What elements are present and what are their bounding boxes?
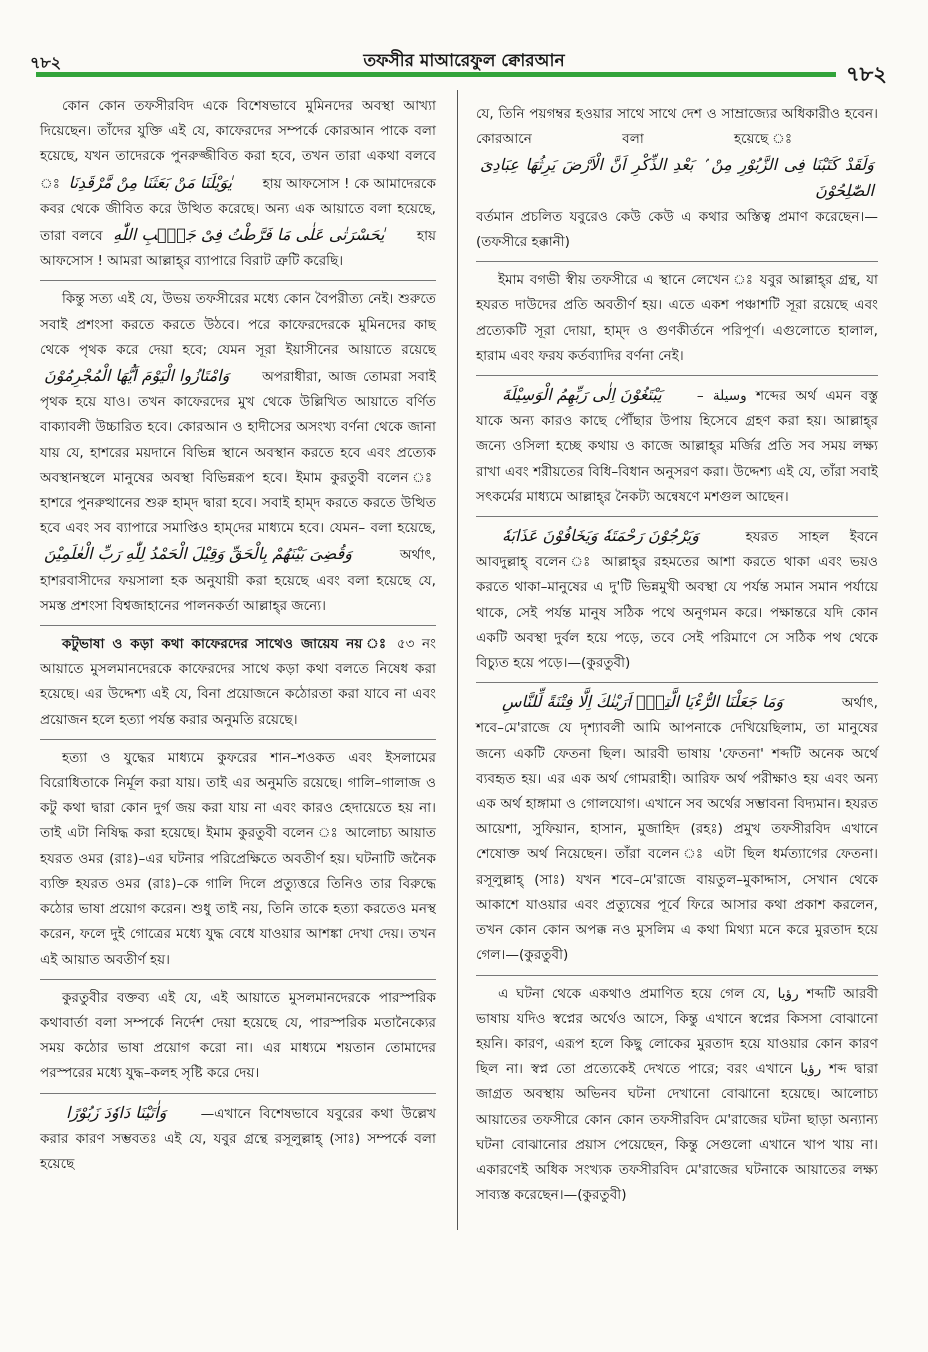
arabic-verse: يٰوَيْلَنَا مَنْ بَعَثَنَا مِنْ مَّرْقَدِنَا <box>68 172 233 192</box>
paragraph: এ ঘটনা থেকে একথাও প্রমাণিত হয়ে গেল যে, رؤيا শব্দটি আরবী ভাষায় যদিও স্বপ্নের অর্থেও আসে, কিন্তু এখানে স্বপ্নের কিসসা বোঝানো হয়নি। কারণ, এরূপ হলে কিছু লোকের মুরতাদ হয়ে যাওয়ার কোন কারণ ছিল না। স্বপ্ন তো প্রত্যেকেই দেখতে পারে; বরং এখানে رؤيا শব্দ দ্বারা জাগ্রত অবস্থায় অভিনব ঘটনা দেখানো বোঝানো হয়েছে। আলোচ্য আয়াতের তফসীরে কোন কোন তফসীরবিদ মে'রাজের ঘটনা ছাড়া অন্যান্য ঘটনা বোঝানোর প্রয়াস পেয়েছেন, কিন্তু সেগুলো এখানে খাপ খায় না। একারণেই অধিক সংখ্যক তফসীরবিদ মে'রাজের ঘটনাকে আয়াতের লক্ষ্য সাব্যস্ত করেছেন।—(কুরতুবী) <box>476 985 878 1204</box>
paragraph-text: হায় আফসোস ! আমরা আল্লাহ্‌র ব্যাপারে বিরাট ত্রুটি করেছি। <box>40 228 437 270</box>
paragraph-text: ৫৩ নং আয়াতে মুসলমানদেরকে কাফেরদের সাথে কড়া কথা বলতে নিষেধ করা হয়েছে। এর উদ্দেশ্য এই যে, বিনা প্রয়োজনে কঠোরতা করা যাবে না এবং প্রয়োজন হলে হত্যা পর্যন্ত করার অনুমতি রয়েছে। <box>40 636 436 728</box>
paragraph <box>40 287 436 619</box>
paragraph <box>476 523 878 676</box>
paragraph-text: হযরত সাহল ইবনে আবদুল্লাহ্ বলেন ঃ আল্লাহ্‌র রহমতের আশা করতে থাকা এবং ভয়ও করতে থাকা–মানুষের এ দু'টি ভিন্নমুখী অবস্থা যে পর্যন্ত সমান সমান পর্যায়ে থাকে, সেই পর্যন্ত মানুষ সঠিক পথে অনুগমন করে। পক্ষান্তরে যদি কোন একটি অবস্থা দুর্বল হয়ে পড়ে, তবে সেই পরিমাণে সে সঠিক পথ থেকে বিচ্যুত হয়ে পড়ে।—(কুরতুবী) <box>476 529 878 672</box>
paragraph-separator <box>40 1093 436 1094</box>
paragraph: হত্যা ও যুদ্ধের মাধ্যমে কুফরের শান–শওকত এবং ইসলামের বিরোধিতাকে নির্মূল করা যায়। তাই এর অনুমতি রয়েছে। গালি–গালাজ ও কটু কথা দ্বারা কোন দুর্গ জয় করা যায় না এবং কারও হেদায়েতে হয় না। তাই এটা নিষিদ্ধ করা হয়েছে। ইমাম কুরতুবী বলেন ঃ আলোচ্য আয়াত হযরত ওমর (রাঃ)–এর ঘটনার পরিপ্রেক্ষিতে অবতীর্ণ হয়। ঘটনাটি জনৈক ব্যক্তি হযরত ওমর (রাঃ)–কে গালি দিলে প্রত্যুত্তরে তিনিও তার বিরুদ্ধে কঠোর ভাষা প্রয়োগ করেন। শুধু তাই নয়, তিনি তাকে হত্যা করতেও মনস্থ করেন, ফলে দুই গোত্রের মধ্যে যুদ্ধ বেধে যাওয়ার আশঙ্কা দেখা দেয়। তখন এই আয়াত অবতীর্ণ হয়। <box>40 749 436 968</box>
arabic-verse: وَيَرْجُوْنَ رَحْمَتَهٗ وَيَخَافُوْنَ عَذَابَهٗ <box>502 526 699 546</box>
arabic-verse: وَمَا جَعَلْنَا الرُّءْيَا الَّتِىْۤ اَرَيْنٰكَ اِلَّا فِتْنَةً لِّلنَّاسِ <box>502 692 784 712</box>
paragraph <box>476 102 878 255</box>
arabic-verse: يٰحَسْرَتٰى عَلٰى مَا فَرَّطْتُ فِىْ جَنْۢبِ اللّٰهِ <box>113 225 385 245</box>
paragraph <box>40 1100 436 1178</box>
paragraph-separator <box>476 516 878 517</box>
paragraph-separator <box>40 979 436 980</box>
paragraph: ইমাম বগভী স্বীয় তফসীরে এ স্থানে লেখেন ঃ যবুর আল্লাহ্‌র গ্রন্থ, যা হযরত দাউদের প্রতি অবতীর্ণ হয়। এতে একশ পঞ্চাশটি সূরা রয়েছে এবং প্রত্যেকটি সূরা দোয়া, হাম্‌দ ও গুণকীর্তনে পরিপূর্ণ। এগুলোতে হালাল, হারাম এবং ফরয কর্তব্যাদির বর্ণনা নেই। <box>476 272 878 364</box>
paragraph-text: যে, তিনি পয়গম্বর হওয়ার সাথে সাথে দেশ ও সাম্রাজ্যের অধিকারীও হবেন। কোরআনে বলা হয়েছে ঃ <box>476 106 878 148</box>
paragraph-separator <box>476 682 878 683</box>
arabic-verse: وَاٰتَيْنَا دَاوٗدَ زَبُوْرًا <box>66 1102 167 1122</box>
paragraph <box>476 382 878 510</box>
paragraph-separator <box>40 625 436 626</box>
section-heading: কটুভাষা ও কড়া কথা কাফেরদের সাথেও জায়েয নয় ঃ <box>62 636 390 653</box>
paragraph-separator <box>476 261 878 262</box>
header-rule <box>36 72 836 77</box>
arabic-verse: وَلَقَدْ كَتَبْنَا فِى الزَّبُوْرِ مِنْ ۢ بَعْدِ الذِّكْرِ اَنَّ الْاَرْضَ يَرِثُهَا عِبَادِىَ الصّٰلِحُوْنَ <box>480 155 874 200</box>
arabic-verse: وَقُضِىَ بَيْنَهُمْ بِالْحَقِّ وَقِيْلَ الْحَمْدُ لِلّٰهِ رَبِّ الْعٰلَمِيْنَ <box>44 544 352 564</box>
paragraph-text: কিন্তু সত্য এই যে, উভয় তফসীরের মধ্যে কোন বৈপরীত্য নেই। শুরুতে সবাই প্রশংসা করতে করতে উঠবে। পরে কাফেরদেরকে মুমিনদের কাছ থেকে পৃথক করে দেয়া হবে; যেমন সূরা ইয়াসীনের আয়াতে রয়েছে <box>40 291 436 358</box>
paragraph-separator <box>40 280 436 281</box>
paragraph-separator <box>476 975 878 976</box>
paragraph-text: কোন কোন তফসীরবিদ একে বিশেষভাবে মুমিনদের অবস্থা আখ্যা দিয়েছেন। তাঁদের যুক্তি এই যে, কাফেরদের সম্পর্কে কোরআন পাকে বলা হয়েছে, যখন তাদেরকে পুনরুজ্জীবিত করা হবে, তখন তারা একথা বলবে ঃ <box>40 98 436 192</box>
page-number-left: ৭৮২ <box>30 53 62 72</box>
paragraph-text: অর্থাৎ, শবে–মে'রাজে যে দৃশ্যাবলী আমি আপনাকে দেখিয়েছিলাম, তা মানুষের জন্যে একটি ফেতনা ছিল। আরবী ভাষায় 'ফেতনা' শব্দটি অনেক অর্থে ব্যবহৃত হয়। এর এক অর্থ গোমরাহী। আরিফ অর্থ পরীক্ষাও হয় এবং অন্য এক অর্থ হাঙ্গামা ও গোলযোগ। এখানে সব অর্থের সম্ভাবনা বিদ্যমান। হযরত আয়েশা, সুফিয়ান, হাসান, মুজাহিদ (রহঃ) প্রমুখ তফসীরবিদ এখানে শেষোক্ত অর্থ নিয়েছেন। তাঁরা বলেন ঃ এটা ছিল ধর্মত্যাগের ফেতনা। রসূলুল্লাহ্ (সাঃ) যখন শবে–মে'রাজে বায়তুল–মুকাদ্দাস, সেখান থেকে আকাশে যাওয়ার এবং প্রত্যুষের পূর্বে ফিরে আসার কথা প্রকাশ করলেন, তখন কোন কোন অপক্ক নও মুসলিম এ কথা মিথ্যা মনে করে মুরতাদ হয়ে গেল।—(কুরতুবী) <box>476 695 878 964</box>
paragraph-separator <box>40 739 436 740</box>
page-number-right: ৭৮২ <box>846 62 887 86</box>
right-column <box>476 102 878 1214</box>
left-column <box>40 94 436 1183</box>
paragraph <box>476 689 878 968</box>
paragraph-separator <box>476 375 878 376</box>
paragraph <box>40 94 436 274</box>
paragraph-text: বর্তমান প্রচলিত যবুরেও কেউ কেউ এ কথার অস্তিত্ব প্রমাণ করেছেন।—(তফসীরে হক্কানী) <box>476 208 878 251</box>
paragraph-text: – وسيلة শব্দের অর্থ এমন বস্তু যাকে অন্য কারও কাছে পৌঁছার উপায় হিসেবে গ্রহণ করা হয়। আল্লাহ্‌র জন্যে ওসিলা হচ্ছে কথায় ও কাজে আল্লাহ্‌র মর্জির প্রতি সব সময় লক্ষ্য রাখা এবং শরীয়তের বিধি–বিধান অনুসরণ করা। উদ্দেশ্য এই যে, তাঁরা সবাই সৎকর্মের মাধ্যমে আল্লাহ্‌র নৈকট্য অন্বেষণে মশগুল আছেন। <box>476 388 879 505</box>
paragraph: কুরতুবীর বক্তব্য এই যে, এই আয়াতে মুসলমানদেরকে পারস্পরিক কথাবার্তা বলা সম্পর্কে নির্দেশ দেয়া হয়েছে যে, পারস্পরিক মতানৈক্যের সময় কঠোর ভাষা প্রয়োগ করো না। এর মাধ্যমে শয়তান তোমাদের পরস্পরের মধ্যে যুদ্ধ–কলহ সৃষ্টি করে দেয়। <box>40 989 436 1082</box>
paragraph <box>40 632 436 733</box>
paragraph-text: অর্থাৎ, হাশরবাসীদের ফয়সালা হক অনুযায়ী করা হয়েছে এবং বলা হয়েছে যে, সমস্ত প্রশংসা বিশ্বজাহানের পালনকর্তা আল্লাহ্‌র জন্যে। <box>40 547 436 614</box>
running-title: তফসীর মাআরেফুল ক্বোরআন <box>363 51 565 71</box>
paragraph-text: হায় আফসোস ! কে আমাদেরকে কবর থেকে জীবিত করে উত্থিত করেছে। অন্য এক আয়াতে বলা হয়েছে, তারা বলবে <box>40 175 437 245</box>
arabic-verse: وَامْتَازُوا الْيَوْمَ اَيُّهَا الْمُجْرِمُوْنَ <box>44 366 230 386</box>
column-divider <box>457 90 458 1230</box>
paragraph-text: অপরাধীরা, আজ তোমরা সবাই পৃথক হয়ে যাও। তখন কাফেরদের মুখ থেকে উল্লিখিত আয়াতে বর্ণিত বাক্যাবলী উচ্চারিত হবে। কোরআন ও হাদীসের অসংখ্য বর্ণনা থেকে জানা যায় যে, হাশরের ময়দানে বিভিন্ন স্থানে অবস্থান করতে হবে এবং প্রত্যেক অবস্থানস্থলে মানুষের অবস্থা বিভিন্নরূপ হবে। ইমাম কুরতুবী বলেন ঃ হাশরে পুনরুত্থানের শুরু হাম্‌দ দ্বারা হবে। সবাই হাম্‌দ করতে করতে উত্থিত হবে এবং সব ব্যাপারে সমাপ্তিও হাম্‌দের মাধ্যমে হবে। যেমন– বলা হয়েছে, <box>40 369 436 537</box>
arabic-verse: يَبْتَغُوْنَ اِلٰى رَبِّهِمُ الْوَسِيْلَةَ <box>502 385 662 405</box>
paragraph-text: —এখানে বিশেষভাবে যবুরের কথা উল্লেখ করার কারণ সম্ভবতঃ এই যে, যবুর গ্রন্থে রসূলুল্লাহ্ (সাঃ) সম্পর্কে বলা হয়েছে <box>40 1105 436 1172</box>
